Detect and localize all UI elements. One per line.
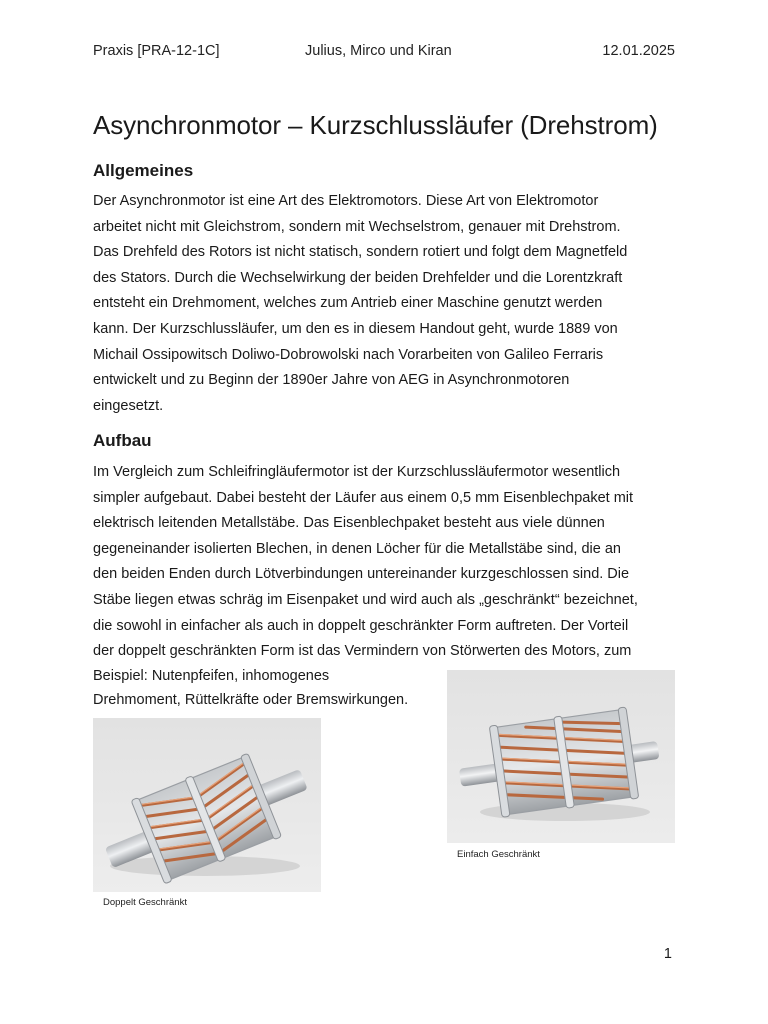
text-line: den beiden Enden durch Lötverbindungen untereinander kurzgeschlossen sind. Die xyxy=(93,566,630,583)
text-line: des Stators. Durch die Wechselwirkung der beiden Drehfelder und die Lorentzkraft xyxy=(93,269,623,286)
rotor-single-skewed-image xyxy=(447,670,675,843)
header-authors: Julius, Mirco und Kiran xyxy=(305,43,452,59)
heading-allgemeines: Allgemeines xyxy=(93,161,194,180)
caption-double-skewed: Doppelt Geschränkt xyxy=(103,897,187,908)
text-line: simpler aufgebaut. Dabei besteht der Läufer aus einem 0,5 mm Eisenblechpaket mit xyxy=(93,489,634,506)
rotor-double-skewed-image xyxy=(93,718,321,892)
text-line: der doppelt geschränkten Form ist das Vermindern von Störwerten des Motors, zum xyxy=(93,643,632,660)
text-line: Das Drehfeld des Rotors ist nicht statisch, sondern rotiert und folgt dem Magnetfeld xyxy=(93,244,628,261)
header-course: Praxis [PRA-12-1C] xyxy=(93,43,220,59)
text-line: elektrisch leitenden Metallstäbe. Das Eisenblechpaket besteht aus viele dünnen xyxy=(93,515,605,532)
text-line: entwickelt und zu Beginn der 1890er Jahre von AEG in Asynchronmotoren xyxy=(93,372,570,389)
caption-single-skewed: Einfach Geschränkt xyxy=(457,849,540,860)
page-number: 1 xyxy=(663,946,672,962)
document-title: Asynchronmotor – Kurzschlussläufer (Drehstrom) xyxy=(93,110,658,140)
text-line: Beispiel: Nutenpfeifen, inhomogenes xyxy=(93,667,330,684)
text-line: Stäbe liegen etwas schräg im Eisenpaket und wird auch als „geschränkt“ bezeichnet, xyxy=(93,591,638,608)
text-line: eingesetzt. xyxy=(93,397,164,414)
text-line: Im Vergleich zum Schleifringläufermotor ist der Kurzschlussläufermotor wesentlich xyxy=(93,464,621,480)
header-date: 12.01.2025 xyxy=(602,43,675,59)
text-line: entsteht ein Drehmoment, welches zum Antrieb einer Maschine genutzt werden xyxy=(93,295,603,312)
text-line: Michail Ossipowitsch Doliwo-Dobrowolski nach Vorarbeiten von Galileo Ferraris xyxy=(93,346,604,363)
text-line: kann. Der Kurzschlussläufer, um den es in diesem Handout geht, wurde 1889 von xyxy=(93,320,618,337)
paragraph-allgemeines xyxy=(93,189,683,419)
text-line: gegeneinander isolierten Blechen, in denen Löcher für die Metallstäbe sind, die an xyxy=(93,540,621,557)
text-line: Der Asynchronmotor ist eine Art des Elektromotors. Diese Art von Elektromotor xyxy=(93,193,599,209)
text-line: arbeitet nicht mit Gleichstrom, sondern mit Wechselstrom, genauer mit Drehstrom. xyxy=(93,218,621,235)
text-line: Drehmoment, Rüttelkräfte oder Bremswirkungen. xyxy=(93,691,409,708)
text-line: die sowohl in einfacher als auch in doppelt geschränkter Form auftreten. Der Vorteil xyxy=(93,617,629,634)
heading-aufbau: Aufbau xyxy=(93,431,152,450)
